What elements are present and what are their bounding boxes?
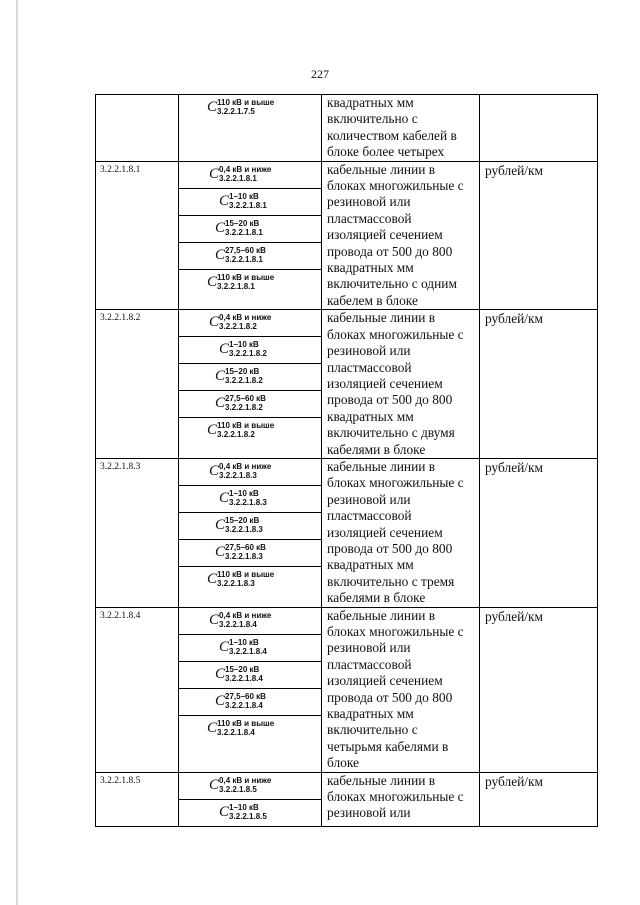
row-code: 3.2.2.1.8.1 [96, 161, 179, 310]
rate-formula [215, 246, 266, 264]
rate-scripts [225, 665, 263, 683]
rate-symbol: C [219, 803, 230, 820]
description-line: блоках многожильные с [327, 326, 464, 342]
rate-cell [179, 459, 321, 486]
description-line: кабельные линии в [327, 607, 436, 623]
rate-formula [215, 692, 266, 710]
rate-symbol: C [215, 692, 226, 709]
rate-scripts [219, 165, 271, 183]
code-cell [96, 95, 179, 162]
unit-cell [480, 95, 598, 162]
rate-voltage: 15–20 кВ [225, 367, 260, 377]
row-code: 3.2.2.1.8.2 [96, 310, 179, 459]
rate-formula [207, 273, 274, 291]
rate-scripts [217, 719, 274, 737]
rate-index: 3.2.2.1.7.5 [217, 107, 255, 116]
description-line: кабелями в блоке [327, 441, 426, 457]
unit-label: рублей/км [480, 772, 598, 826]
rate-cell [179, 716, 321, 750]
rate-voltage: 27,5–60 кВ [225, 691, 266, 701]
description-line: кабельные линии в [327, 772, 436, 788]
rate-voltage: 27,5–60 кВ [225, 245, 266, 255]
rate-scripts [229, 340, 267, 358]
rate-formula [219, 340, 267, 358]
rate-cell [179, 567, 321, 601]
rate-formula [207, 719, 274, 737]
rate-index: 3.2.2.1.8.4 [217, 727, 255, 737]
rate-formula [215, 394, 266, 412]
rate-scripts [217, 273, 274, 291]
rate-scripts [225, 516, 263, 534]
rate-formula [219, 638, 267, 656]
unit-label: рублей/км [480, 161, 598, 310]
rate-voltage: 0,4 кВ и ниже [219, 610, 272, 620]
description-line: кабелем в блоке [327, 292, 418, 308]
rate-scripts [225, 543, 266, 561]
rate-index: 3.2.2.1.8.3 [219, 470, 257, 480]
rate-scripts [219, 462, 271, 480]
rate-symbol: C [209, 165, 220, 182]
description-line: включительно с тремя [327, 573, 455, 589]
rate-index: 3.2.2.1.8.1 [229, 200, 267, 210]
rate-scripts [229, 803, 267, 821]
rate-formula [207, 98, 274, 116]
description-line: блоках многожильные с [327, 475, 464, 491]
rate-index: 3.2.2.1.8.3 [225, 524, 263, 534]
page-number: 227 [311, 67, 329, 81]
rate-symbol: C [215, 516, 226, 533]
rate-symbol: C [207, 570, 218, 587]
rate-voltage: 110 кВ и выше [217, 421, 275, 431]
description-line: изоляцией сечением [327, 673, 443, 689]
description-line: резиновой или [327, 343, 411, 359]
rate-index: 3.2.2.1.8.5 [219, 784, 257, 794]
table-row [96, 95, 598, 162]
rate-voltage: 1–10 кВ [229, 637, 259, 647]
rate-index: 3.2.2.1.8.1 [225, 254, 263, 264]
rate-formula [207, 570, 274, 588]
rates-cell [179, 772, 322, 826]
description-line: изоляцией сечением [327, 227, 443, 243]
description-line: провода от 500 до 800 [327, 689, 453, 705]
rate-formula [215, 665, 263, 683]
description-cell [322, 161, 480, 310]
description-line: изоляцией сечением [327, 375, 443, 391]
rate-formula [209, 313, 271, 331]
table-row [96, 607, 598, 772]
rate-cell [179, 189, 321, 216]
rate-voltage: 0,4 кВ и ниже [219, 461, 272, 471]
rate-symbol: C [219, 192, 230, 209]
description-line: квадратных мм [327, 706, 414, 722]
table-row [96, 458, 598, 607]
rate-symbol: C [207, 99, 218, 115]
rate-formula [209, 165, 271, 183]
rate-index: 3.2.2.1.8.4 [225, 673, 263, 683]
rate-voltage: 15–20 кВ [225, 515, 260, 525]
rate-scripts [225, 246, 266, 264]
row-code: 3.2.2.1.8.4 [96, 607, 179, 772]
rate-cell [179, 216, 321, 243]
rate-symbol: C [219, 489, 230, 506]
rate-scripts [219, 313, 271, 331]
rate-cell [179, 364, 321, 391]
rate-voltage: 15–20 кВ [225, 218, 260, 228]
rates-cell [179, 310, 322, 459]
rate-index: 3.2.2.1.8.3 [217, 578, 255, 588]
table-row [96, 772, 598, 826]
description-cell [322, 458, 480, 607]
row-code: 3.2.2.1.8.5 [96, 772, 179, 826]
rate-symbol: C [209, 314, 220, 331]
description-cell [322, 95, 480, 162]
rate-voltage: 0,4 кВ и ниже [219, 164, 272, 174]
rate-cell [179, 800, 321, 826]
description-line: провода от 500 до 800 [327, 392, 453, 408]
description-cell [322, 772, 480, 826]
rates-cell [179, 458, 322, 607]
description-line: блоке [327, 755, 359, 771]
rate-scripts [217, 421, 274, 439]
rate-cell [179, 162, 321, 189]
rate-cell [179, 513, 321, 540]
rate-voltage: 27,5–60 кВ [225, 542, 266, 552]
rate-voltage: 110 кВ и выше [217, 718, 275, 728]
rate-scripts [225, 394, 266, 412]
rate-index: 3.2.2.1.8.4 [225, 700, 263, 710]
rate-scripts [225, 367, 263, 385]
tariff-table [95, 94, 598, 827]
rate-cell [179, 243, 321, 270]
description-line: пластмассовой [327, 508, 412, 524]
rate-index: 3.2.2.1.8.4 [229, 646, 267, 656]
description-line: включительно с [327, 111, 418, 127]
rate-scripts [225, 692, 266, 710]
unit-label: рублей/км [480, 310, 598, 459]
rate-symbol: C [209, 611, 220, 628]
rate-symbol: C [215, 395, 226, 412]
rate-symbol: C [215, 368, 226, 385]
description-line: резиновой или [327, 194, 411, 210]
rate-index: 3.2.2.1.8.4 [219, 619, 257, 629]
rate-cell [179, 608, 321, 635]
description-line: четырьмя кабелями в [327, 738, 449, 754]
rate-cell [179, 773, 321, 800]
description-line: включительно с одним [327, 276, 457, 292]
rate-index: 3.2.2.1.8.2 [225, 403, 263, 413]
rates-cell [179, 95, 322, 162]
rate-cell [179, 689, 321, 716]
rate-voltage: 110 кВ и выше [217, 569, 275, 579]
rate-cell [179, 95, 321, 157]
description-line: квадратных мм [327, 95, 414, 110]
rate-scripts [229, 638, 267, 656]
scan-edge [16, 0, 18, 905]
rate-formula [215, 219, 263, 237]
description-line: количеством кабелей в [327, 127, 457, 143]
description-line: квадратных мм [327, 557, 414, 573]
unit-label: рублей/км [480, 458, 598, 607]
rate-scripts [217, 98, 274, 116]
description-line: квадратных мм [327, 408, 414, 424]
description-line: провода от 500 до 800 [327, 540, 453, 556]
description-line: изоляцией сечением [327, 524, 443, 540]
rate-cell [179, 662, 321, 689]
row-code: 3.2.2.1.8.3 [96, 458, 179, 607]
description-line: кабельные линии в [327, 161, 436, 177]
rate-cell [179, 635, 321, 662]
rate-voltage: 110 кВ и выше [217, 98, 275, 107]
rate-scripts [219, 611, 271, 629]
rate-index: 3.2.2.1.8.3 [229, 497, 267, 507]
description-line: пластмассовой [327, 656, 412, 672]
rate-scripts [229, 489, 267, 507]
rate-voltage: 110 кВ и выше [217, 272, 275, 282]
rate-symbol: C [207, 273, 218, 290]
description-line: провода от 500 до 800 [327, 243, 453, 259]
rate-index: 3.2.2.1.8.1 [219, 173, 257, 183]
rate-cell [179, 418, 321, 452]
rate-symbol: C [215, 543, 226, 560]
rate-symbol: C [209, 776, 220, 793]
rate-formula [219, 803, 267, 821]
description-line: резиновой или [327, 640, 411, 656]
rate-voltage: 1–10 кВ [229, 191, 259, 201]
rate-index: 3.2.2.1.8.2 [225, 376, 263, 386]
rate-cell [179, 486, 321, 513]
rate-formula [207, 421, 274, 439]
rate-index: 3.2.2.1.8.2 [229, 349, 267, 359]
rate-cell [179, 310, 321, 337]
rate-scripts [225, 219, 263, 237]
description-line: включительно с двумя [327, 425, 455, 441]
rate-symbol: C [219, 341, 230, 358]
rate-voltage: 1–10 кВ [229, 802, 259, 812]
table-row [96, 310, 598, 459]
rate-symbol: C [219, 638, 230, 655]
rate-formula [215, 367, 263, 385]
rate-voltage: 1–10 кВ [229, 340, 259, 350]
rate-symbol: C [215, 665, 226, 682]
rate-index: 3.2.2.1.8.2 [217, 430, 255, 440]
rate-formula [209, 611, 271, 629]
description-line: пластмассовой [327, 210, 412, 226]
rate-symbol: C [207, 422, 218, 439]
rate-symbol: C [215, 219, 226, 236]
rate-formula [219, 489, 267, 507]
description-line: блоках многожильные с [327, 624, 464, 639]
description-cell [322, 310, 480, 459]
rate-symbol: C [209, 462, 220, 479]
rate-scripts [229, 192, 267, 210]
rate-voltage: 0,4 кВ и ниже [219, 313, 272, 323]
rate-cell [179, 270, 321, 304]
rate-formula [219, 192, 267, 210]
description-line: резиновой или [327, 491, 411, 507]
rate-scripts [217, 570, 274, 588]
unit-label: рублей/км [480, 607, 598, 772]
rate-cell [179, 337, 321, 364]
rate-voltage: 0,4 кВ и ниже [219, 775, 272, 785]
description-line: резиновой или [327, 805, 411, 821]
description-line: квадратных мм [327, 260, 414, 276]
rate-formula [209, 776, 271, 794]
rate-index: 3.2.2.1.8.3 [225, 551, 263, 561]
description-line: кабельные линии в [327, 458, 436, 474]
description-line: блоках многожильные с [327, 789, 464, 805]
rate-index: 3.2.2.1.8.1 [225, 227, 263, 237]
description-cell [322, 607, 480, 772]
rates-cell [179, 607, 322, 772]
rate-voltage: 27,5–60 кВ [225, 394, 266, 404]
description-line: блоке более четырех [327, 144, 445, 160]
description-line: блоках многожильные с [327, 178, 464, 194]
description-line: пластмассовой [327, 359, 412, 375]
rate-formula [209, 462, 271, 480]
table-row [96, 161, 598, 310]
rate-index: 3.2.2.1.8.1 [217, 281, 255, 291]
rates-cell [179, 161, 322, 310]
rate-voltage: 1–10 кВ [229, 488, 259, 498]
rate-formula [215, 543, 266, 561]
description-line: включительно с [327, 722, 418, 738]
rate-scripts [219, 776, 271, 794]
rate-cell [179, 540, 321, 567]
rate-voltage: 15–20 кВ [225, 664, 260, 674]
rate-formula [215, 516, 263, 534]
description-line: кабельные линии в [327, 310, 436, 326]
rate-index: 3.2.2.1.8.2 [219, 322, 257, 332]
rate-index: 3.2.2.1.8.5 [229, 811, 267, 821]
rate-symbol: C [215, 246, 226, 263]
description-line: кабелями в блоке [327, 590, 426, 606]
rate-symbol: C [207, 719, 218, 736]
rate-cell [179, 391, 321, 418]
